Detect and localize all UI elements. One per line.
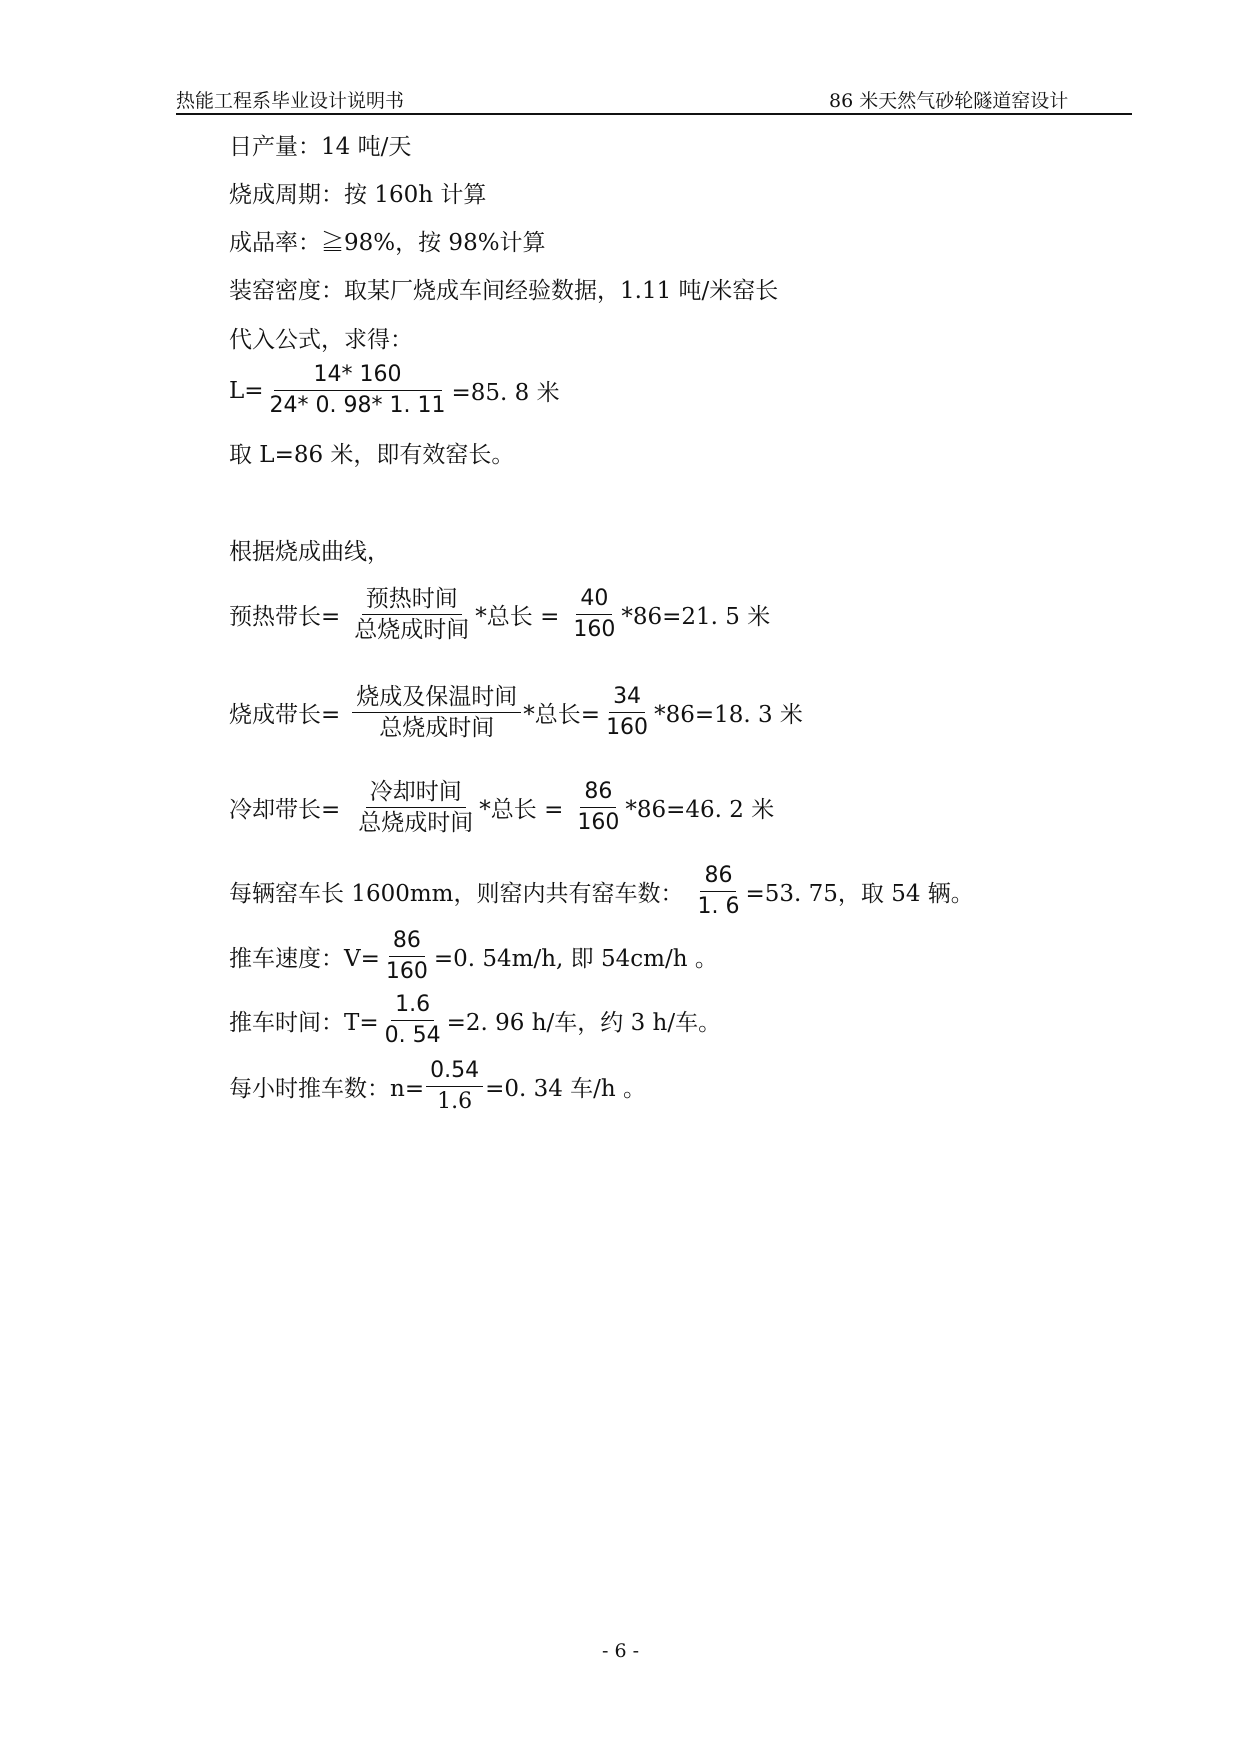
formula-middle: *总长 =: [475, 604, 560, 630]
firing-zone-formula: [229, 682, 803, 743]
kiln-car-count-formula: [229, 861, 974, 922]
formula-result: =0. 34 车/h 。: [485, 1076, 647, 1102]
value-fraction: [426, 1056, 483, 1117]
formula-result: *86=21. 5 米: [621, 604, 771, 630]
daily-output-line: 日产量：14 吨/天: [229, 134, 412, 160]
fraction-denominator: 0. 54: [384, 1023, 441, 1048]
value-fraction: [693, 861, 743, 922]
fraction-denominator: 160: [606, 715, 649, 740]
fraction-numerator: 86: [580, 777, 616, 808]
fraction-numerator: 0.54: [426, 1056, 483, 1087]
value-fraction: [602, 682, 652, 743]
formula-prefix: 每辆窑车长 1600mm，则窑内共有窑车数：: [229, 881, 684, 907]
formula-prefix: L=: [229, 377, 264, 404]
time-fraction: [350, 584, 473, 645]
cars-per-hour-formula: [229, 1056, 646, 1117]
formula-result: =2. 96 h/车，约 3 h/车。: [446, 1010, 722, 1036]
fraction-denominator: 160: [573, 617, 616, 642]
fraction-denominator: 总烧成时间: [379, 715, 495, 741]
fraction-numerator: 86: [389, 926, 425, 957]
loading-density-line: 装窑密度：取某厂烧成车间经验数据，1.11 吨/米窑长: [229, 278, 779, 304]
fraction-denominator: 1.6: [437, 1089, 473, 1114]
value-fraction: [382, 926, 432, 987]
formula-prefix: 推车速度：V=: [229, 946, 380, 972]
fraction-denominator: 160: [577, 810, 620, 835]
formula-result: *86=46. 2 米: [625, 797, 775, 823]
fraction-numerator: 34: [609, 682, 645, 713]
effective-length-line: 取 L=86 米，即有效窑长。: [229, 442, 515, 468]
push-time-formula: [229, 990, 721, 1051]
substitute-formula-line: 代入公式，求得：: [229, 327, 413, 353]
page-number: - 6 -: [601, 1640, 639, 1662]
formula-prefix: 推车时间：T=: [229, 1010, 379, 1036]
formula-prefix: 预热带长=: [229, 604, 341, 630]
fraction-denominator: 160: [385, 959, 428, 984]
formula-result: =53. 75，取 54 辆。: [745, 881, 974, 907]
time-fraction: [352, 682, 521, 743]
formula-prefix: 烧成带长=: [229, 702, 341, 728]
formula-middle: *总长 =: [479, 797, 564, 823]
fraction-numerator: 14* 160: [274, 360, 442, 391]
formula-result: *86=18. 3 米: [654, 702, 803, 728]
firing-cycle-line: 烧成周期：按 160h 计算: [229, 182, 487, 208]
yield-rate-line: 成品率：≧98%，按 98%计算: [229, 230, 546, 256]
fraction-denominator: 24* 0. 98* 1. 11: [269, 393, 446, 418]
fraction-denominator: 1. 6: [697, 894, 740, 919]
formula-prefix: 每小时推车数：n=: [229, 1076, 425, 1102]
fraction-numerator: 86: [700, 861, 736, 892]
formula-result: =0. 54m/h, 即 54cm/h 。: [433, 946, 718, 972]
preheat-zone-formula: [229, 584, 770, 645]
firing-curve-line: 根据烧成曲线，: [229, 539, 390, 565]
formula-prefix: 冷却带长=: [229, 797, 341, 823]
fraction: [266, 360, 450, 421]
fraction-denominator: 总烧成时间: [358, 810, 474, 836]
fraction-denominator: 总烧成时间: [354, 617, 470, 643]
cooling-zone-formula: [229, 777, 774, 838]
header-rule: [176, 113, 1132, 115]
header-left-title: 热能工程系毕业设计说明书: [176, 90, 405, 112]
kiln-length-formula: [229, 360, 560, 421]
fraction-numerator: 冷却时间: [366, 777, 466, 808]
formula-middle: *总长=: [523, 702, 601, 728]
fraction-numerator: 1.6: [391, 990, 434, 1021]
value-fraction: [381, 990, 445, 1051]
fraction-numerator: 烧成及保温时间: [352, 682, 521, 713]
formula-result: =85. 8 米: [451, 380, 560, 406]
time-fraction: [354, 777, 477, 838]
push-speed-formula: [229, 926, 718, 987]
header-right-title: 86 米天然气砂轮隧道窑设计: [829, 90, 1069, 112]
value-fraction: [573, 777, 623, 838]
value-fraction: [569, 584, 619, 645]
fraction-numerator: 40: [576, 584, 612, 615]
fraction-numerator: 预热时间: [362, 584, 462, 615]
